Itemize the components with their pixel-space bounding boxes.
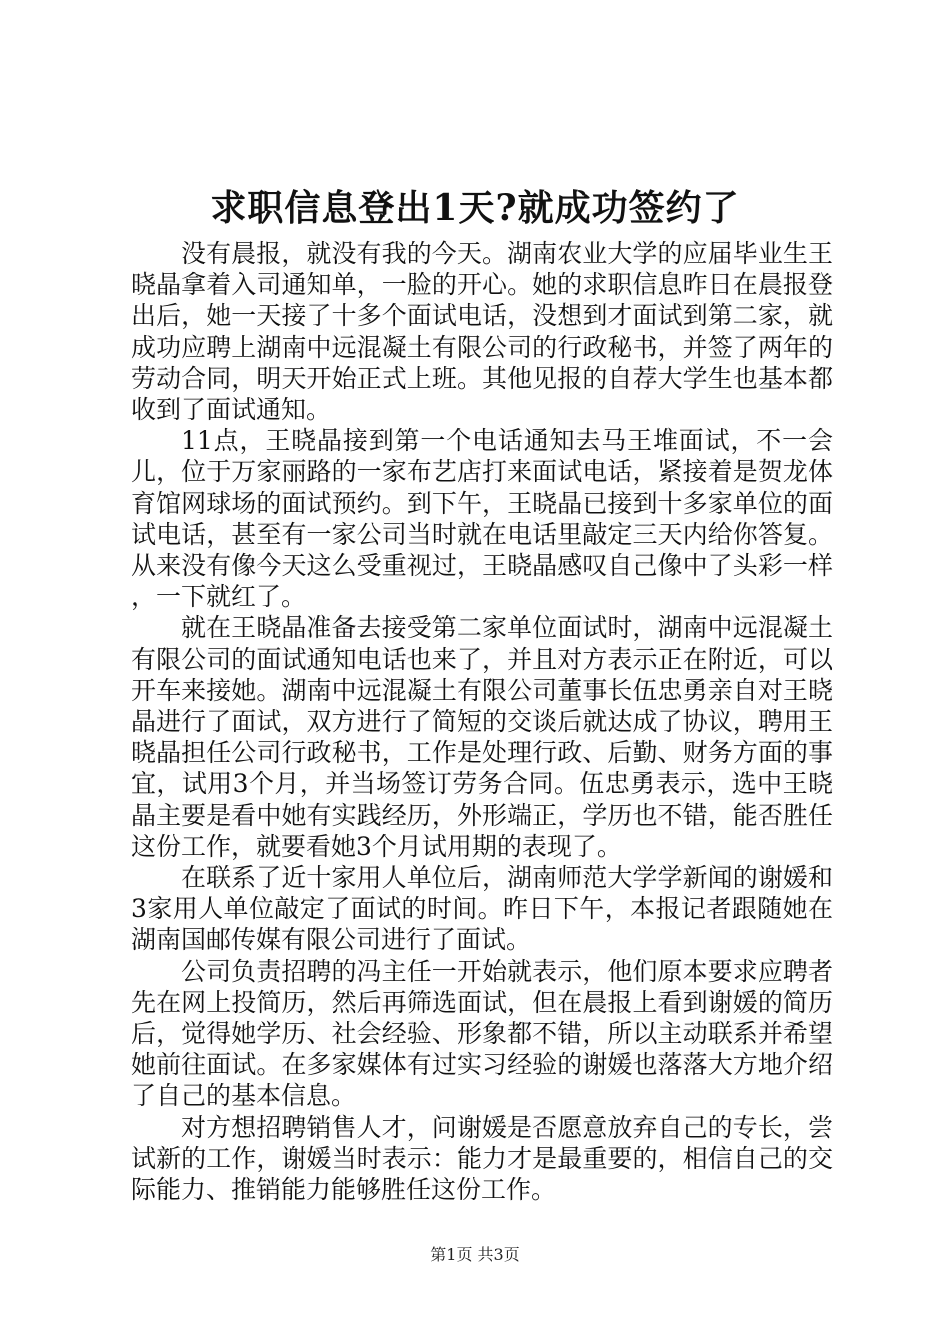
- document-title: 求职信息登出1天?就成功签约了: [210, 187, 740, 229]
- paragraph: 就在王晓晶准备去接受第二家单位面试时，湖南中远混凝土有限公司的面试通知电话也来了，并且对方表示正在附近，可以开车来接她。湖南中远混凝土有限公司董事长伍忠勇亲自对王晓晶进行了面试，双方进行了简短的交谈后就达成了协议，聘用王晓晶担任公司行政秘书，工作是处理行政、后勤、财务方面的事宜，试用3个月，并当场签订劳务合同。伍忠勇表示，选中王晓晶主要是看中她有实践经历，外形端正，学历也不错，能否胜任这份工作，就要看她3个月试用期的表现了。: [131, 613, 833, 861]
- paragraph: 没有晨报，就没有我的今天。湖南农业大学的应届毕业生王晓晶拿着入司通知单，一脸的开心。她的求职信息昨日在晨报登出后，她一天接了十多个面试电话，没想到才面试到第二家，就成功应聘上湖南中远混凝土有限公司的行政秘书，并签了两年的劳动合同，明天开始正式上班。其他见报的自荐大学生也基本都收到了面试通知。: [131, 239, 833, 425]
- paragraph: 在联系了近十家用人单位后，湖南师范大学学新闻的谢媛和3家用人单位敲定了面试的时间。昨日下午，本报记者跟随她在湖南国邮传媒有限公司进行了面试。: [131, 863, 833, 955]
- paragraph: 公司负责招聘的冯主任一开始就表示，他们原本要求应聘者先在网上投简历，然后再筛选面试，但在晨报上看到谢媛的简历后，觉得她学历、社会经验、形象都不错，所以主动联系并希望她前往面试。在多家媒体有过实习经验的谢媛也落落大方地介绍了自己的基本信息。: [131, 956, 833, 1111]
- paragraph: 11点，王晓晶接到第一个电话通知去马王堆面试，不一会儿，位于万家丽路的一家布艺店打来面试电话，紧接着是贺龙体育馆网球场的面试预约。到下午，王晓晶已接到十多家单位的面试电话，甚至有一家公司当时就在电话里敲定三天内给你答复。从来没有像今天这么受重视过，王晓晶感叹自己像中了头彩一样，一下就红了。: [131, 426, 833, 612]
- page-footer: 第1页 共3页: [430, 1245, 520, 1264]
- document-body: [131, 238, 833, 1205]
- paragraph: 对方想招聘销售人才，问谢媛是否愿意放弃自己的专长，尝试新的工作，谢媛当时表示：能力才是最重要的，相信自己的交际能力、推销能力能够胜任这份工作。: [131, 1112, 833, 1205]
